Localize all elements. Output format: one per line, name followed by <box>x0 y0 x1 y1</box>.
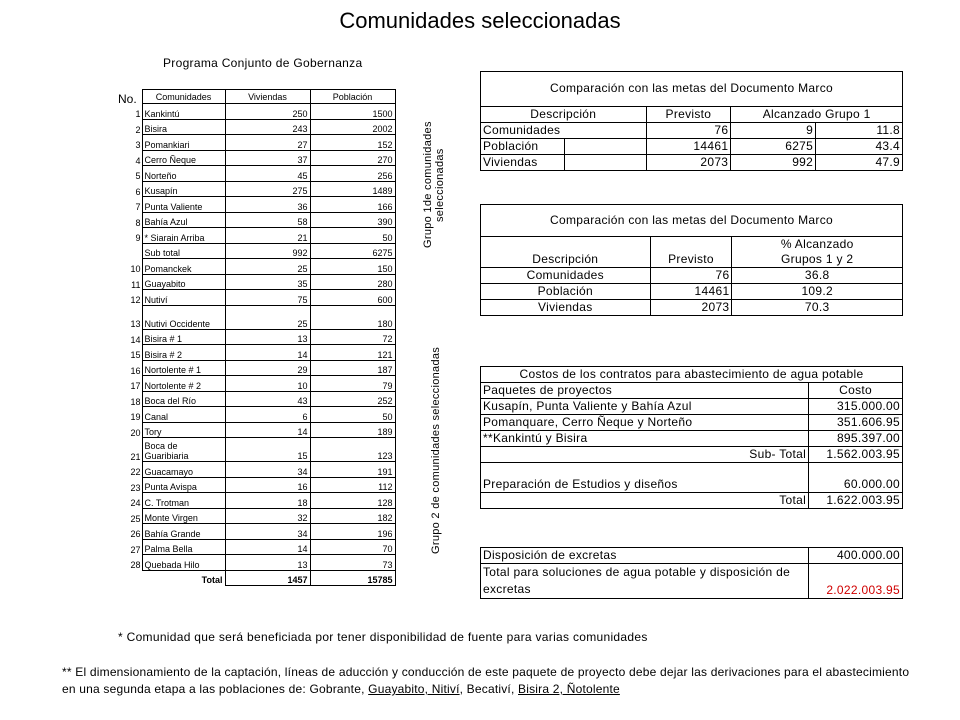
viviendas-value: 16 <box>225 477 310 493</box>
community-name: Palma Bella <box>142 539 225 555</box>
poblacion-value: 1500 <box>310 104 395 120</box>
viviendas-value: 29 <box>225 360 310 376</box>
poblacion-value: 73 <box>310 555 395 571</box>
viviendas-value: 58 <box>225 212 310 228</box>
comp1-header-desc: Descripción <box>481 107 647 123</box>
poblacion-value: 112 <box>310 477 395 493</box>
poblacion-value: 121 <box>310 345 395 361</box>
row-number: 10 <box>130 264 141 274</box>
poblacion-value: 123 <box>310 438 395 462</box>
comp2-header-pct: % Alcanzado Grupos 1 y 2 <box>732 237 903 268</box>
program-subtitle: Programa Conjunto de Gobernanza <box>163 56 363 70</box>
poblacion-value: 189 <box>310 422 395 438</box>
table-row <box>112 407 395 423</box>
row-number <box>112 243 142 259</box>
footnote-1: * Comunidad que será beneficiada por tener disponibilidad de fuente para varias comunidades <box>118 630 648 644</box>
community-name: Nortolente # 2 <box>142 376 225 392</box>
table-row <box>112 376 395 392</box>
table-row <box>112 391 395 407</box>
costs-header-paquetes: Paquetes de proyectos <box>481 383 809 399</box>
table-row <box>481 493 903 509</box>
poblacion-value: 187 <box>310 360 395 376</box>
header-comunidades: Comunidades <box>142 90 225 104</box>
table-row: Pomanquare, Cerro Ñeque y Norteño 351.606.95 <box>481 415 903 431</box>
row-number: 2 <box>135 124 141 135</box>
poblacion-value: 390 <box>310 212 395 228</box>
community-name: Bisira # 2 <box>142 345 225 361</box>
poblacion-value: 196 <box>310 524 395 540</box>
viviendas-value: 37 <box>225 150 310 166</box>
viviendas-value: 43 <box>225 391 310 407</box>
row-number: 25 <box>130 513 141 524</box>
community-name: Nutiví <box>142 290 225 306</box>
table-row <box>112 104 395 120</box>
row-number: 16 <box>130 365 141 376</box>
community-name: Cerro Ñeque <box>142 150 225 166</box>
viviendas-value: 13 <box>225 329 310 345</box>
row-number: 18 <box>130 396 141 407</box>
row-number: 20 <box>130 427 141 438</box>
viviendas-value: 35 <box>225 274 310 290</box>
viviendas-value: 36 <box>225 197 310 213</box>
poblacion-value: 600 <box>310 290 395 306</box>
row-number: 24 <box>130 498 141 508</box>
row-number: 5 <box>135 171 141 181</box>
group1-label: Grupo 1de comunidades seleccionadas <box>422 121 446 249</box>
viviendas-value: 32 <box>225 508 310 524</box>
total-poblacion: 15785 <box>310 570 395 585</box>
table-row <box>112 243 395 259</box>
table-row <box>481 447 903 463</box>
table-row <box>112 150 395 166</box>
row-number: 9 <box>135 233 141 243</box>
table-row <box>112 462 395 478</box>
viviendas-value: 6 <box>225 407 310 423</box>
table-row: Preparación de Estudios y diseños 60.000.00 <box>481 463 903 493</box>
poblacion-value: 182 <box>310 508 395 524</box>
header-viviendas: Viviendas <box>225 90 310 104</box>
group2-label: Grupo 2 de comunidades seleccionadas <box>430 346 442 554</box>
viviendas-value: 250 <box>225 104 310 120</box>
table-row <box>112 422 395 438</box>
table-row <box>112 166 395 182</box>
table-row: Total para soluciones de agua potable y disposición de excretas 2.022.003.95 <box>481 564 903 599</box>
community-name: Boca del Río <box>142 391 225 407</box>
table-row <box>112 477 395 493</box>
row-number: 1 <box>135 109 141 119</box>
poblacion-value: 79 <box>310 376 395 392</box>
costs-table <box>480 366 903 509</box>
viviendas-value: 15 <box>225 438 310 462</box>
viviendas-value: 14 <box>225 422 310 438</box>
grand-total-value: 2.022.003.95 <box>809 564 903 599</box>
community-name: Monte Virgen <box>142 508 225 524</box>
comp1-header-alc: Alcanzado Grupo 1 <box>731 107 903 123</box>
viviendas-value: 18 <box>225 493 310 509</box>
total-value: 1.622.003.95 <box>809 493 903 509</box>
viviendas-value: 34 <box>225 524 310 540</box>
community-name: Nutivi Occidente <box>142 305 225 329</box>
table-row <box>112 119 395 135</box>
community-name: Canal <box>142 407 225 423</box>
viviendas-value: 10 <box>225 376 310 392</box>
community-name: Kusapín <box>142 181 225 197</box>
row-number: 6 <box>135 186 141 197</box>
community-name: Bahía Azul <box>142 212 225 228</box>
table-row: Población 14461 6275 43.4 <box>481 139 903 155</box>
footnote-2: ** El dimensionamiento de la captación, líneas de aducción y conducción de este paquete de proyecto debe dejar las derivaciones para el abastecimiento en una segunda etapa a las poblaciones de: Gobrante, Guayabito, Nitiví, Becativí, Bisira 2, Ñotolente <box>62 665 910 696</box>
community-name: Pomankiari <box>142 135 225 151</box>
row-number: 14 <box>130 334 141 345</box>
community-name: Quebada Hilo <box>142 555 225 571</box>
total-label: Total <box>481 493 809 509</box>
poblacion-value: 252 <box>310 391 395 407</box>
table-row <box>112 360 395 376</box>
viviendas-value: 25 <box>225 305 310 329</box>
poblacion-value: 270 <box>310 150 395 166</box>
poblacion-value: 152 <box>310 135 395 151</box>
row-number: 22 <box>130 467 141 477</box>
total-label: Total <box>201 575 223 585</box>
viviendas-value: 45 <box>225 166 310 182</box>
viviendas-value: 14 <box>225 539 310 555</box>
table-row <box>112 555 395 571</box>
poblacion-value: 128 <box>310 493 395 509</box>
viviendas-value: 34 <box>225 462 310 478</box>
table-row <box>112 197 395 213</box>
table-row: Kusapín, Punta Valiente y Bahía Azul 315.000.00 <box>481 399 903 415</box>
table-row: Población 14461 109.2 <box>481 284 903 300</box>
table-row <box>112 305 395 329</box>
poblacion-value: 72 <box>310 329 395 345</box>
row-number: 3 <box>135 140 141 150</box>
table-row <box>112 290 395 306</box>
community-name: Nortolente # 1 <box>142 360 225 376</box>
table-row <box>112 438 395 462</box>
row-number: 7 <box>135 202 141 212</box>
table-row <box>112 212 395 228</box>
row-number: 21 <box>130 451 141 462</box>
costs-title: Costos de los contratos para abastecimiento de agua potable <box>481 367 903 383</box>
page-title: Comunidades seleccionadas <box>339 8 621 33</box>
poblacion-value: 1489 <box>310 181 395 197</box>
poblacion-value: 150 <box>310 259 395 275</box>
row-number: 28 <box>130 560 141 570</box>
row-number: 19 <box>130 412 141 422</box>
row-number: 13 <box>130 319 141 329</box>
table-row <box>112 228 395 244</box>
community-name: Bahía Grande <box>142 524 225 540</box>
header-poblacion: Población <box>310 90 395 104</box>
comp2-header-desc: Descripción <box>481 237 651 268</box>
subtotal-label: Sub- Total <box>481 447 809 463</box>
table-row <box>112 524 395 540</box>
table-row: Viviendas 2073 70.3 <box>481 300 903 316</box>
table-row <box>112 181 395 197</box>
community-name: Sub total <box>142 243 225 259</box>
row-number: 12 <box>130 295 141 305</box>
community-name: Tory <box>142 422 225 438</box>
table-row <box>112 329 395 345</box>
subtotal-value: 1.562.003.95 <box>809 447 903 463</box>
table-row <box>112 539 395 555</box>
comp2-title: Comparación con las metas del Documento Marco <box>481 205 903 237</box>
poblacion-value: 256 <box>310 166 395 182</box>
poblacion-value: 166 <box>310 197 395 213</box>
table-row: Comunidades 76 36.8 <box>481 268 903 284</box>
community-name: Bisira # 1 <box>142 329 225 345</box>
community-name: * Siarain Arriba <box>142 228 225 244</box>
row-number: 8 <box>135 217 141 228</box>
row-number: 27 <box>130 544 141 555</box>
table-row <box>112 493 395 509</box>
number-column-label: No. <box>118 92 137 106</box>
poblacion-value: 2002 <box>310 119 395 135</box>
poblacion-value: 50 <box>310 228 395 244</box>
comparison-table-groups-1-2 <box>480 204 903 316</box>
viviendas-value: 13 <box>225 555 310 571</box>
table-row <box>112 508 395 524</box>
poblacion-value: 6275 <box>310 243 395 259</box>
excretas-table <box>480 547 903 599</box>
community-name: Punta Valiente <box>142 197 225 213</box>
community-name: Pomanckek <box>142 259 225 275</box>
table-row: Disposición de excretas 400.000.00 <box>481 548 903 564</box>
communities-table <box>112 89 396 586</box>
row-number: 15 <box>130 350 141 360</box>
viviendas-value: 27 <box>225 135 310 151</box>
viviendas-value: 275 <box>225 181 310 197</box>
table-row: Comunidades 76 9 11.8 <box>481 123 903 139</box>
viviendas-value: 243 <box>225 119 310 135</box>
viviendas-value: 992 <box>225 243 310 259</box>
community-name: Guacamayo <box>142 462 225 478</box>
table-row <box>112 345 395 361</box>
table-row <box>112 259 395 275</box>
row-number: 11 <box>131 279 141 290</box>
row-number: 23 <box>130 482 141 493</box>
community-name: Bisira <box>142 119 225 135</box>
viviendas-value: 25 <box>225 259 310 275</box>
comp1-header-prev: Previsto <box>646 107 731 123</box>
viviendas-value: 75 <box>225 290 310 306</box>
comp1-title: Comparación con las metas del Documento Marco <box>481 72 903 107</box>
poblacion-value: 70 <box>310 539 395 555</box>
row-number: 26 <box>130 529 141 539</box>
table-row: **Kankintú y Bisira 895.397.00 <box>481 431 903 447</box>
comparison-table-group1 <box>480 71 903 171</box>
community-name: Kankintú <box>142 104 225 120</box>
table-row <box>112 135 395 151</box>
total-row <box>112 570 395 585</box>
community-name: C. Trotman <box>142 493 225 509</box>
table-row <box>112 274 395 290</box>
total-viviendas: 1457 <box>225 570 310 585</box>
row-number: 4 <box>135 155 141 166</box>
table-row: Viviendas 2073 992 47.9 <box>481 155 903 171</box>
viviendas-value: 21 <box>225 228 310 244</box>
poblacion-value: 50 <box>310 407 395 423</box>
community-name: Norteño <box>142 166 225 182</box>
poblacion-value: 280 <box>310 274 395 290</box>
comp2-header-prev: Previsto <box>650 237 732 268</box>
poblacion-value: 191 <box>310 462 395 478</box>
community-name: Boca de Guaribiaria <box>142 438 225 462</box>
row-number: 17 <box>130 381 141 391</box>
community-name: Guayabito <box>142 274 225 290</box>
community-name: Punta Avispa <box>142 477 225 493</box>
viviendas-value: 14 <box>225 345 310 361</box>
costs-header-costo: Costo <box>809 383 903 399</box>
poblacion-value: 180 <box>310 305 395 329</box>
